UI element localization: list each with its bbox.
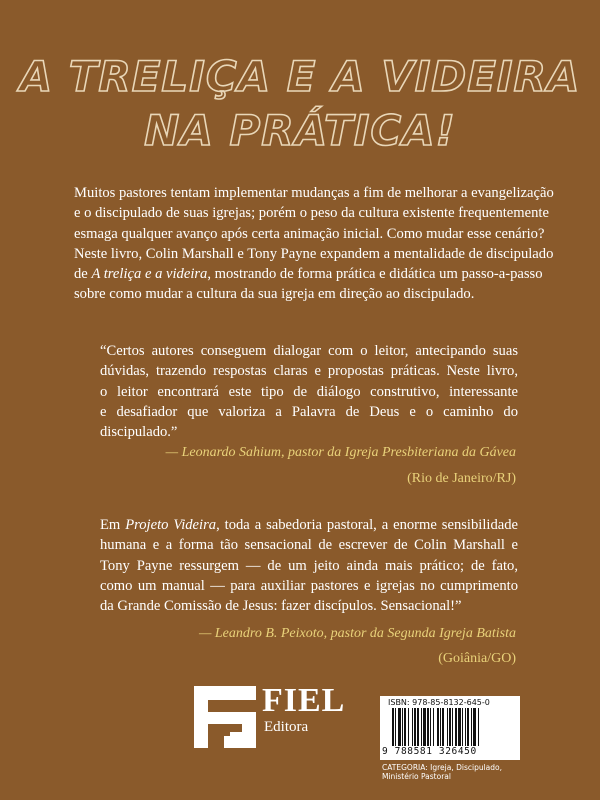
category-line: CATEGORIA: Igreja, Discipulado, [382,763,503,772]
intro-paragraph [74,183,554,305]
quote-2-text: Em [100,517,126,533]
quote-1-line: discipulado.” [100,424,178,441]
quote-1-attribution: — Leonardo Sahium, pastor da Igreja Presbiteriana da Gávea [165,445,516,460]
category-label [382,763,532,781]
intro-line [74,264,546,284]
quote-2-line: humana e a forma tão sensacional de escrever de Colin Marshall e [100,537,518,554]
intro-line: esmaga qualquer avanço após certa animação inicial. Como mudar esse cenário? [74,225,545,242]
publisher-subtitle: Editora [264,719,309,735]
quote-2-line: da Grande Comissão de Jesus: fazer discípulos. Sensacional!” [100,598,462,615]
intro-line: Neste livro, Colin Marshall e Tony Payne expandem a mentalidade de discipulado [74,245,554,262]
quote-1-location: (Rio de Janeiro/RJ) [407,471,516,486]
quote-2-location: (Goiânia/GO) [438,651,516,666]
publisher-name: FIEL [262,682,346,719]
quote-2-line [100,515,518,535]
intro-text: de [74,266,92,283]
barcode-number: 9 788581 326450 [382,746,477,757]
category-line: Ministério Pastoral [382,772,451,781]
quote-1-line: “Certos autores conseguem dialogar com o leitor, antecipando suas [100,343,518,359]
quote-2-text: , toda a sabedoria pastoral, a enorme sensibilidade [216,517,518,533]
quote-2-attribution: — Leandro B. Peixoto, pastor da Segunda Igreja Batista [198,626,516,641]
intro-text: , mostrando de forma prática e didática um passo-a-passo [207,266,543,283]
isbn-label: ISBN: 978-85-8132-645-0 [388,698,490,707]
cover-title-line2: NA PRÁTICA! [144,106,456,155]
intro-book-title: A treliça e a videira [91,266,208,283]
quote-1 [100,341,518,442]
quote-1-line: e desafiador que valoriza a Palavra de Deus e o caminho do [100,403,518,420]
quote-2 [100,515,518,616]
quote-2-line: como um manual — para auxiliar pastores e igrejas no cumprimento [100,577,518,594]
intro-line: sobre como mudar a cultura da sua igreja em direção ao discipulado. [74,286,475,303]
intro-line: Muitos pastores tentam implementar mudanças a fim de melhorar a evangelização [74,185,554,201]
barcode-bars-icon [392,708,508,746]
quote-1-line: dúvidas, trazendo respostas claras e propostas práticas. Neste livro, [100,363,518,380]
cover-title-line1: A TRELIÇA E A VIDEIRA [19,52,581,101]
fiel-logo-icon [194,686,256,748]
quote-1-line: o leitor encontrará este tipo de diálogo construtivo, interessante [100,383,518,400]
intro-line: e o discipulado de suas igrejas; porém o peso da cultura existente frequentemente [74,205,549,222]
barcode [380,696,520,760]
quote-2-book-title: Projeto Videira [125,517,217,533]
quote-2-line: Tony Payne ressurgem — de um jeito ainda mais prático; de fato, [100,557,518,574]
